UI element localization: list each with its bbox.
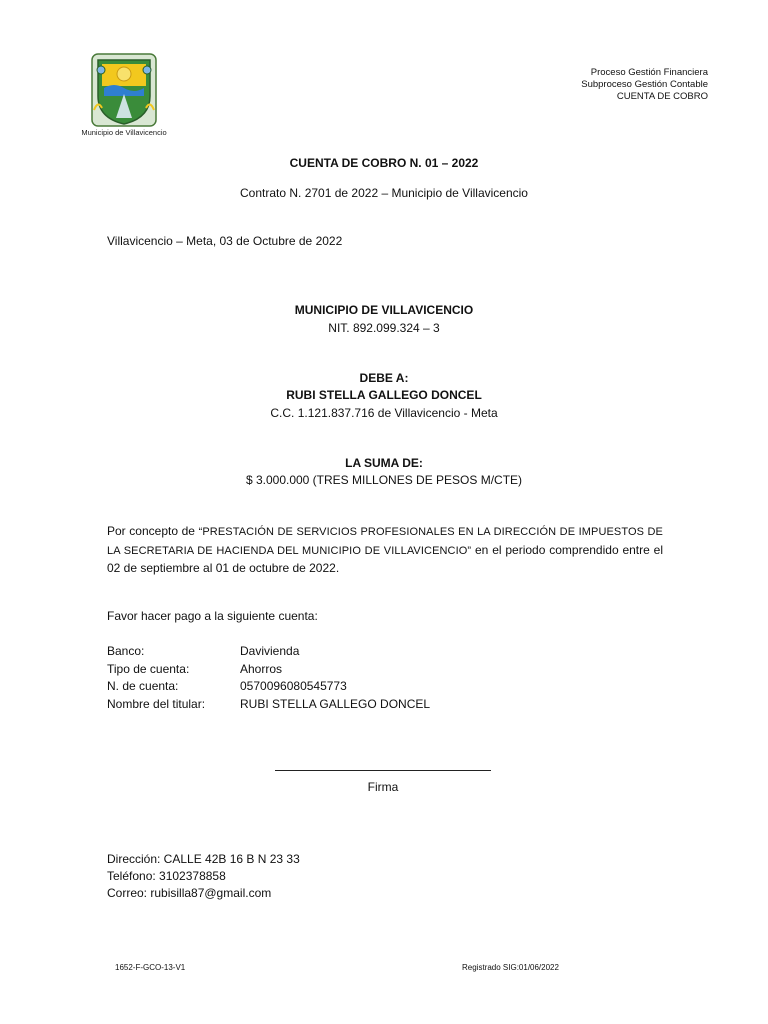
owes-to-label: DEBE A: [359, 371, 409, 385]
debtor-nit: NIT. 892.099.324 – 3 [328, 321, 440, 335]
account-number-label: N. de cuenta: [107, 679, 179, 693]
bank-row [107, 661, 430, 679]
creditor-id: C.C. 1.121.837.716 de Villavicencio - Meta [270, 406, 498, 420]
account-number-value: 0570096080545773 [240, 679, 347, 693]
date-location: Villavicencio – Meta, 03 de Octubre de 2022 [107, 234, 343, 248]
municipality-crest-logo [84, 50, 164, 130]
creditor-name: RUBI STELLA GALLEGO DONCEL [286, 388, 482, 402]
signature-line [275, 770, 491, 771]
subproceso-label: Subproceso Gestión Contable [581, 79, 708, 90]
proceso-label: Proceso Gestión Financiera [590, 67, 708, 78]
logo-caption: Municipio de Villavicencio [81, 128, 167, 137]
phone: Teléfono: 3102378858 [107, 869, 226, 883]
document-header-info [581, 67, 708, 103]
concept-paragraph [107, 523, 663, 578]
account-holder-value: RUBI STELLA GALLEGO DONCEL [240, 696, 431, 711]
document-title: CUENTA DE COBRO N. 01 – 2022 [289, 156, 479, 170]
bank-details [107, 643, 430, 713]
concept-period: en el periodo comprendido entre el 02 de septiembre al 01 de octubre de 2022. [107, 542, 663, 575]
address: Dirección: CALLE 42B 16 B N 23 33 [107, 852, 300, 866]
doc-type-label: CUENTA DE COBRO [616, 91, 708, 102]
concept-service-description: “PRESTACIÓN DE SERVICIOS PROFESIONALES EN LA DIRECCIÓN DE IMPUESTOS DE LA SECRETARIA DE HACIENDA DEL MUNICIPIO DE VILLAVICENCIO” [107, 526, 663, 557]
contact-info [107, 851, 300, 902]
amount-value: $ 3.000.000 (TRES MILLONES DE PESOS M/CTE) [245, 473, 523, 487]
account-holder-label: Nombre del titular: [107, 696, 206, 711]
payment-instruction: Favor hacer pago a la siguiente cuenta: [107, 609, 318, 623]
bank-row [107, 696, 430, 714]
account-type-value: Ahorros [240, 661, 283, 676]
contract-reference: Contrato N. 2701 de 2022 – Municipio de Villavicencio [240, 186, 528, 200]
signature-label: Firma [367, 780, 399, 794]
account-type-label: Tipo de cuenta: [107, 661, 190, 676]
bank-label: Banco: [107, 644, 145, 658]
form-code: 1652-F-GCO-13-V1 [115, 963, 186, 972]
bank-row [107, 643, 430, 661]
email: Correo: rubisilla87@gmail.com [107, 886, 272, 900]
registration-date: Registrado SIG:01/06/2022 [462, 963, 559, 972]
debtor-name: MUNICIPIO DE VILLAVICENCIO [294, 303, 474, 317]
bank-value: Davivienda [240, 644, 300, 658]
bank-row [107, 678, 430, 696]
amount-label: LA SUMA DE: [345, 456, 423, 470]
concept-prefix: Por concepto de [107, 524, 199, 538]
